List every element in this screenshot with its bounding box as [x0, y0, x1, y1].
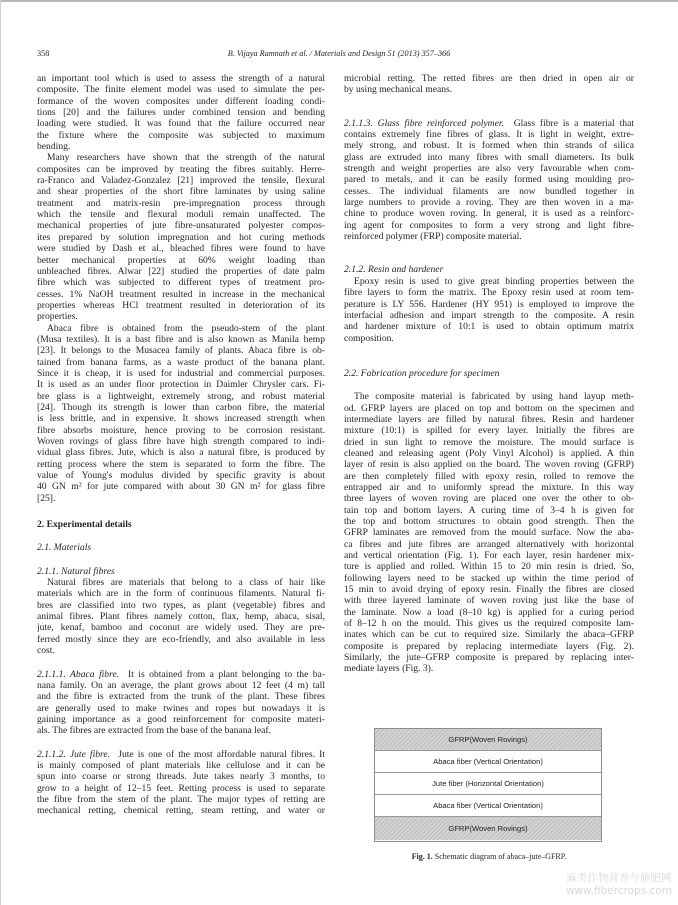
spacer — [344, 96, 634, 118]
text-line: were studied by Dash et al., bleached fibres were found to have — [37, 243, 325, 255]
text-line: mixture (10:1) is spilled for every layer. Initially the fibres are — [344, 425, 634, 437]
text-line: reinforced polymer (FRP) composite material. — [344, 231, 522, 243]
paragraph-glass-fibre — [344, 118, 634, 243]
run-in-heading: 2.1.1.3. Glass fibre reinforced polymer. — [344, 117, 504, 129]
paragraph-resin — [344, 276, 634, 344]
text-line: 15 min to avoid drying of epoxy resin. Finally the fibres are closed — [344, 584, 634, 596]
text-line: are generally used to make twines and ropes but nowadays it is — [37, 702, 325, 714]
text-line: Since it is cheap, it is used for industrial and commercial purposes. — [37, 367, 325, 379]
watermark-cn: 麻类作物营养与施肥网 — [566, 872, 672, 884]
text-line: three layers of woven roving are placed one over the other to ob- — [344, 493, 634, 505]
text-line: [24]. Though its strength is lower than carbon fibre, the material — [37, 401, 325, 413]
text-line: tain top and bottom layers. A curing time of 3–4 h is given for — [344, 504, 634, 516]
text-line: glass are extruded into many fibres with small diameters. Its bulk — [344, 151, 634, 163]
text-line: mechanical properties of jute fibre-unsaturated polyester compos- — [37, 220, 325, 232]
text-line: tained from banana farms, as a waste product of the banana plant. — [37, 356, 325, 368]
text-line: and shear properties of the short fibre laminates by using saline — [37, 186, 325, 198]
text-line: dried in sun light to remove the moisture. The mould surface is — [344, 436, 634, 448]
text-line: grow to a height of 12–15 feet. Retting process is used to separate — [37, 782, 325, 794]
text-line: Similarly, the jute–GFRP composite is prepared by replacing inter- — [344, 652, 634, 664]
text-line: 2.1.1.2. Jute fibre. Jute is one of the most affordable natural fibres. It — [37, 748, 325, 760]
text-line: [25]. — [37, 492, 56, 504]
page-top-border — [0, 0, 678, 2]
text-line: fibre layers to form the matrix. The Epoxy resin used at room tem- — [344, 287, 634, 299]
text-line: gaining importance as a good reinforcement for composite materi- — [37, 713, 325, 725]
text-line: the top and bottom structures to obtain good strength. Then the — [344, 516, 634, 527]
spacer — [37, 737, 325, 749]
text-line: composite. The finite element model was used to simulate the per- — [37, 84, 325, 96]
text-line: with three layered laminate of woven roving just like the base of — [344, 595, 634, 607]
text-line: cost. — [37, 645, 55, 657]
text-line: following layers need to be stacked up within the time period of — [344, 572, 634, 584]
text-line: loading were studied. It was found that the failure occurred near — [37, 118, 325, 130]
text-line: composition. — [344, 332, 394, 344]
paragraph-jute-fibre — [37, 749, 325, 817]
text-line: fibre absorbs moisture, hence proving to be corrosion resistant. — [37, 424, 325, 436]
text-line: is mainly composed of plant materials like cellulose and it can be — [37, 759, 325, 771]
spacer — [344, 379, 634, 391]
text-line: (Musa textiles). It is a bast fibre and is also known as Manila hemp — [37, 333, 325, 345]
text-line: is less brittle, and in expensive. It shows increased strength when — [37, 413, 325, 425]
text-line: of 8–12 h on the mould. This gives us the required composite lam- — [344, 618, 634, 630]
text-line: als. The fibres are extracted from the base of the banana leaf. — [37, 725, 271, 737]
spacer — [37, 657, 325, 669]
paragraph-abaca-fibre — [37, 669, 325, 737]
text-line: the fibre from the stem of the plant. The major types of retting are — [37, 793, 325, 805]
section-heading: 2. Experimental details — [37, 519, 132, 531]
text-line: and vertical orientation (Fig. 1). For each layer, resin hardener mix- — [344, 550, 634, 562]
text-line: It is used as an under floor protection in Daimler Chrysler cars. Fi- — [37, 379, 325, 391]
text-line: materials which are in the form of continuous filaments. Natural fi- — [37, 588, 325, 600]
text-line: and hardener mixture of 10:1 is used to obtain optimum matrix — [344, 321, 634, 333]
paragraph-natural-fibres — [37, 577, 325, 656]
text-line: vidual glass fibres. Jute, which is also a natural fibre, is produced by — [37, 447, 325, 459]
subsubsection-heading: 2.1.1. Natural fibres — [37, 565, 115, 577]
text-line: strength and weight properties are also very favourable when com- — [344, 163, 634, 175]
text-line: inates which can be cut to required size. Similarly the abaca–GFRP — [344, 629, 634, 641]
spacer — [37, 504, 325, 519]
text-line: contains extremely fine fibres of glass. It is light in weight, extre- — [344, 129, 634, 141]
text-line: which the tensile and flexural moduli remain unaffected. The — [37, 209, 325, 221]
text-line: cesses. 1% NaOH treatment resulted in increase in the mechanical — [37, 288, 325, 300]
text-line: and the fibre is extracted from the trunk of the plant. These fibres — [37, 691, 325, 703]
paragraph-abaca-intro — [37, 323, 325, 505]
text-line: properties whereas HCl treatment resulted in deterioration of its — [37, 299, 325, 311]
text-line: animal fibres. Plant fibres namely cotton, flax, hemp, abaca, sisal, — [37, 611, 325, 623]
text-line: mechanical retting, chemical retting, steam retting, and water or — [37, 805, 325, 817]
figure-caption — [344, 852, 634, 861]
text-line: retting process where the stem is separated to form the fibre. The — [37, 458, 325, 470]
text-line: layer of resin is also applied on the board. The woven roving (GFRP) — [344, 459, 634, 471]
text-line: The composite material is fabricated by using hand layup meth- — [354, 391, 634, 403]
text-line: are then completely filled with epoxy resin, rolled to remove the — [344, 470, 634, 482]
text-line: pared to metals, and it can be easily formed using moulding pro- — [344, 174, 634, 186]
running-head — [37, 49, 641, 61]
journal-citation: B. Vijaya Ramnath et al. / Materials and Design 51 (2013) 357–366 — [227, 49, 451, 58]
text-line: unbleached fibres. Alwar [22] studied the properties of date palm — [37, 265, 325, 277]
spacer — [344, 242, 634, 264]
text-line: bre glass is a lightweight, extremely strong, and robust material — [37, 390, 325, 402]
spacer — [37, 530, 325, 542]
text-line: Natural fibres are materials that belong to a class of hair like — [47, 577, 325, 589]
left-column — [37, 73, 325, 817]
text-line: by using mechanical means. — [344, 84, 453, 96]
figure-caption-text: Schematic diagram of abaca–jute–GFRP. — [434, 852, 567, 861]
subsection-heading: 2.2. Fabrication procedure for specimen — [344, 367, 500, 379]
layer-gfrp-top: GFRP(Woven Rovings) — [375, 729, 601, 751]
text-line: properties. — [37, 311, 78, 323]
layer-abaca-top: Abaca fiber (Vertical Orientation) — [375, 751, 601, 773]
paragraph-fabrication — [344, 391, 634, 675]
text-line: intermediate layers are filled by natural fibres. Resin and hardener — [344, 413, 634, 425]
text-line: entrapped air and to uniformly spread the mixture. In this way — [344, 481, 634, 493]
figure-label: Fig. 1. — [411, 852, 433, 861]
run-in-heading: 2.1.1.2. Jute fibre. — [37, 748, 111, 760]
text-line: 40 GN m² for jute compared with about 30 GN m² for glass fibre — [37, 481, 325, 493]
text-line: the laminate. Now a load (8–10 kg) is applied for a curing period — [344, 606, 634, 618]
layer-gfrp-bottom: GFRP(Woven Rovings) — [375, 817, 601, 840]
text-line: formance of the woven composites under different loading condi- — [37, 95, 325, 107]
page-number: 358 — [37, 49, 50, 58]
text-line: interfacial adhesion and impart strength to the composite. A resin — [344, 309, 634, 321]
watermark — [566, 872, 672, 898]
text-line: microbial retting. The retted fibres are then dried in open air or — [344, 73, 634, 84]
text-line: treatment and matrix-resin pre-impregnation process through — [37, 197, 325, 209]
text-line: fibre which was subjected to different types of treatment pro- — [37, 277, 325, 289]
right-column — [344, 73, 634, 675]
text-line: value of Young's modulus divided by specific gravity is about — [37, 470, 325, 482]
text-line: 2.1.1.3. Glass fibre reinforced polymer. Glass fibre is a material that — [344, 117, 634, 129]
text-line: mely strong, and robust. It is formed when thin strands of silica — [344, 140, 634, 152]
text-line: ra-Franco and Valadez-Gonzalez [21] improved the tensile, flexural — [37, 175, 325, 187]
paragraph-researchers — [37, 152, 325, 322]
text-line: ca fibres and jute fibres are arranged alternatively with horizontal — [344, 538, 634, 550]
text-line: bending. — [37, 141, 71, 153]
text-line: ferred mostly since they are eco-friendly, and also available in less — [37, 633, 325, 645]
text-line: better mechanical properties at 60% weight loading than — [37, 254, 325, 266]
figure-1-layer-diagram — [374, 728, 602, 842]
text-line: composite is prepared by replacing intermediate layers (Fig. 2). — [344, 640, 634, 652]
text-line: cleaned and releasing agent (Poly Vinyl Alcohol) is applied. A thin — [344, 447, 634, 459]
layer-abaca-bottom: Abaca fiber (Vertical Orientation) — [375, 795, 601, 817]
page-left-border — [0, 0, 1, 905]
text-line: an important tool which is used to assess the strength of a natural — [37, 73, 325, 84]
text-line: 2.1.1.1. Abaca fibre. It is obtained from a plant belonging to the ba- — [37, 668, 325, 680]
text-line: ture is applied and rolled. Within 15 to 20 min resin is dried. So, — [344, 561, 634, 573]
run-in-heading: 2.1.1.1. Abaca fibre. — [37, 668, 120, 680]
text-line: the fixture where the composite was subjected to maximum — [37, 129, 325, 141]
paragraph-fem — [37, 73, 325, 152]
text-line: mediate layers (Fig. 3). — [344, 663, 434, 675]
spacer — [37, 554, 325, 566]
text-line: od. GFRP layers are placed on top and bottom on the specimen and — [344, 402, 634, 414]
text-line: Woven rovings of glass fibre have high strength compared to indi- — [37, 436, 325, 447]
spacer — [344, 344, 634, 368]
text-line: perature is LY 556. Hardener (HY 951) is employed to improve the — [344, 298, 634, 310]
text-line: [23]. It belongs to the Musacea family of plants. Abaca fibre is ob- — [37, 345, 325, 357]
text-line: nana family. On an average, the plant grows about 12 feet (4 m) tall — [37, 679, 325, 691]
watermark-url: www.fibercrops.com — [565, 885, 672, 897]
text-line: Many researchers have shown that the strength of the natural — [47, 152, 325, 164]
layer-jute: Jute fiber (Horizontal Orientation) — [375, 773, 601, 795]
text-line: spun into coarse or strong threads. Jute takes nearly 3 months, to — [37, 771, 325, 783]
paragraph-retting-cont — [344, 73, 634, 96]
subsection-heading: 2.1. Materials — [37, 542, 92, 554]
text-line: bres are classified into two types, as plant (vegetable) fibres and — [37, 599, 325, 611]
text-line: jute, kenaf, bamboo and coconut are widely used. They are pre- — [37, 622, 325, 634]
text-line: Epoxy resin is used to give great binding properties between the — [354, 275, 634, 287]
text-line: ing agent for composites to form a very strong and light fibre- — [344, 219, 634, 231]
text-line: tions [20] and the failures under combined tension and bending — [37, 107, 325, 119]
text-line: cesses. The individual filaments are now bundled together in — [344, 185, 634, 197]
text-line: large numbers to provide a roving. They are then woven in a ma- — [344, 197, 634, 209]
text-line: chine to produce woven roving. In general, it is used as a reinforc- — [344, 208, 634, 220]
text-line: composites can be improved by treating the fibres suitably. Herre- — [37, 163, 325, 175]
subsubsection-heading: 2.1.2. Resin and hardener — [344, 264, 444, 276]
text-line: GFRP laminates are removed from the mould surface. Now the aba- — [344, 527, 634, 539]
text-line: Abaca fibre is obtained from the pseudo-stem of the plant — [47, 322, 325, 334]
text-line: ites prepared by solution impregnation and hot curing methods — [37, 231, 325, 243]
